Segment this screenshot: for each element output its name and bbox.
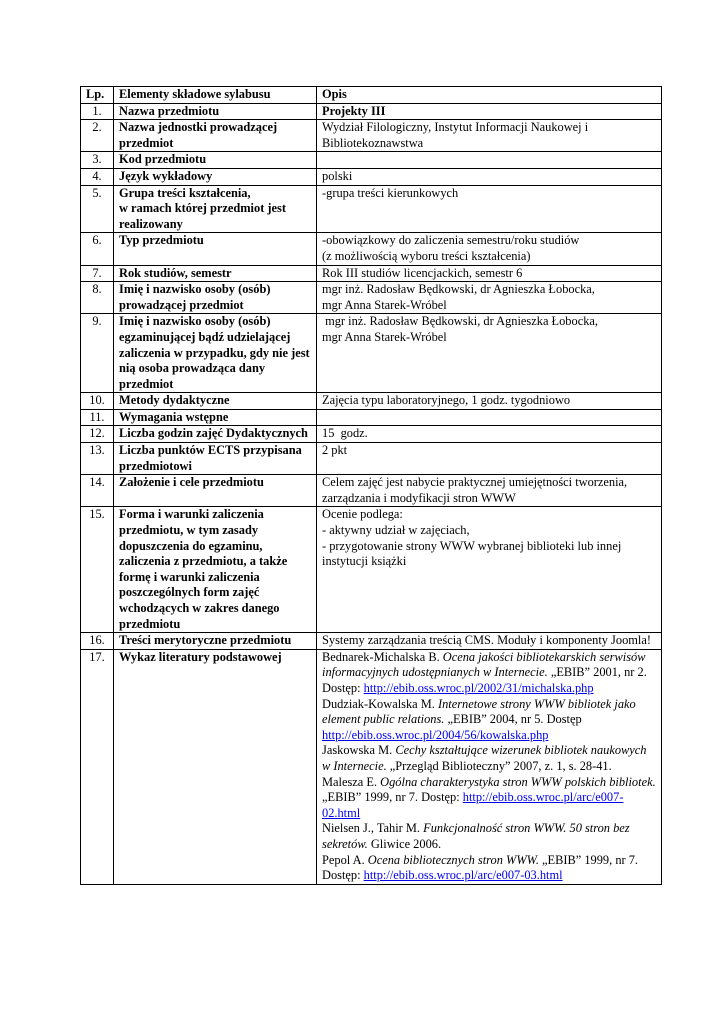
lit-rest: „EBIB” 1999, nr 7. Dostęp: xyxy=(322,852,639,883)
row-label-line: Grupa treści kształcenia, xyxy=(119,185,251,200)
row-number: 9. xyxy=(81,314,114,393)
row-number: 6. xyxy=(81,233,114,265)
lit-author: Bednarek-Michalska B. xyxy=(322,649,443,664)
row-value xyxy=(317,282,662,314)
lit-link[interactable]: http://ebib.oss.wroc.pl/arc/e007-02.html xyxy=(322,790,624,820)
row-value: Systemy zarządzania treścią CMS. Moduły i komponenty Joomla! xyxy=(317,633,662,650)
row-value: polski xyxy=(317,168,662,185)
lit-title: Cechy kształtujące wizerunek bibliotek naukowych w Internecie. xyxy=(322,743,647,773)
lit-title: Funkcjonalność stron WWW. 50 stron bez sekretów. xyxy=(322,821,630,851)
lit-title: Ogólna charakterystyka stron WWW polskich bibliotek. xyxy=(380,774,656,789)
row-label: Liczba punktów ECTS przypisana przedmiotowi xyxy=(114,443,317,475)
literature-entry xyxy=(322,697,656,744)
row-number: 5. xyxy=(81,185,114,233)
row-value: Projekty III xyxy=(317,103,662,120)
row-number: 13. xyxy=(81,443,114,475)
row-label: Rok studiów, semestr xyxy=(114,265,317,282)
row-value: 2 pkt xyxy=(317,443,662,475)
row-label: Nazwa jednostki prowadzącej przedmiot xyxy=(114,120,317,152)
table-row xyxy=(81,475,662,507)
row-label: Imię i nazwisko osoby (osób) egzaminującej bądź udzielającej zaliczenia w przypadku, gdy nie jest nią osoba prowadząca dany przedmiot xyxy=(114,314,317,393)
table-row xyxy=(81,120,662,152)
table-row xyxy=(81,393,662,410)
row-label: Założenie i cele przedmiotu xyxy=(114,475,317,507)
literature-entry xyxy=(322,853,656,884)
table-row xyxy=(81,265,662,282)
row-label: Kod przedmiotu xyxy=(114,152,317,169)
row-number: 8. xyxy=(81,282,114,314)
row-value xyxy=(317,152,662,169)
lit-rest: „EBIB” 2004, nr 5. Dostęp xyxy=(444,712,582,727)
row-label: Forma i warunki zaliczenia przedmiotu, w tym zasady dopuszczenia do egzaminu, zaliczenia z przedmiotu, a także formę i warunki zaliczenia poszczególnych form zajęć wchodzących w zakres danego przedmiotu xyxy=(114,507,317,633)
header-desc: Opis xyxy=(317,87,662,104)
row-number: 14. xyxy=(81,475,114,507)
table-row xyxy=(81,168,662,185)
row-value-line: (z możliwością wyboru treści kształcenia) xyxy=(322,248,531,263)
lit-link[interactable]: http://ebib.oss.wroc.pl/arc/e007-03.html xyxy=(363,868,563,883)
row-label: Liczba godzin zajęć Dydaktycznych xyxy=(114,426,317,443)
row-value-line: - przygotowanie strony WWW wybranej biblioteki lub innej instytucji książki xyxy=(322,538,622,569)
lit-link[interactable]: http://ebib.oss.wroc.pl/2002/31/michalska.php xyxy=(363,680,594,695)
row-value: 15 godz. xyxy=(317,426,662,443)
lit-author: Malesza E. xyxy=(322,774,381,789)
row-number: 10. xyxy=(81,393,114,410)
row-label: Treści merytoryczne przedmiotu xyxy=(114,633,317,650)
literature-entry xyxy=(322,650,656,697)
header-elements: Elementy składowe sylabusu xyxy=(114,87,317,104)
row-number: 15. xyxy=(81,507,114,633)
row-label: Typ przedmiotu xyxy=(114,233,317,265)
lit-author: Pepol A. xyxy=(322,852,368,867)
row-value: Wydział Filologiczny, Instytut Informacji Naukowej i Bibliotekoznawstwa xyxy=(317,120,662,152)
lit-author: Nielsen J., Tahir M. xyxy=(322,821,424,836)
row-number: 2. xyxy=(81,120,114,152)
table-row xyxy=(81,426,662,443)
lit-title: Ocena jakości bibliotekarskich serwisów informacyjnych udostępnianych w Internecie. xyxy=(322,649,646,680)
row-value: Celem zajęć jest nabycie praktycznej umiejętności tworzenia, zarządzania i modyfikacji stron WWW xyxy=(317,475,662,507)
row-label: Język wykładowy xyxy=(114,168,317,185)
table-row xyxy=(81,633,662,650)
table-row xyxy=(81,409,662,426)
row-value-line: mgr inż. Radosław Będkowski, dr Agnieszka Łobocka, xyxy=(322,282,595,297)
row-label: Imię i nazwisko osoby (osób) prowadzącej przedmiot xyxy=(114,282,317,314)
table-row xyxy=(81,443,662,475)
table-row xyxy=(81,314,662,393)
literature-entry xyxy=(322,743,656,774)
row-number: 17. xyxy=(81,649,114,884)
table-row xyxy=(81,282,662,314)
row-number: 16. xyxy=(81,633,114,650)
table-row xyxy=(81,233,662,265)
row-value-line: mgr Anna Starek-Wróbel xyxy=(322,329,447,344)
table-row xyxy=(81,152,662,169)
literature-list xyxy=(317,649,662,884)
lit-author: Dudziak-Kowalska M. xyxy=(322,696,438,711)
row-value-line: mgr inż. Radosław Będkowski, dr Agnieszka Łobocka, xyxy=(322,314,598,329)
row-value xyxy=(317,314,662,393)
lit-title: Internetowe strony WWW bibliotek jako element public relations. xyxy=(322,696,636,727)
row-value-line: - aktywny udział w zajęciach, xyxy=(322,523,470,538)
literature-entry xyxy=(322,821,656,852)
syllabus-table xyxy=(80,86,662,885)
row-value xyxy=(317,233,662,265)
row-value: Rok III studiów licencjackich, semestr 6 xyxy=(317,265,662,282)
row-label-line: w ramach której przedmiot jest realizowany xyxy=(119,201,286,231)
row-label: Metody dydaktyczne xyxy=(114,393,317,410)
row-label: Wykaz literatury podstawowej xyxy=(114,649,317,884)
row-value xyxy=(317,409,662,426)
row-number: 4. xyxy=(81,168,114,185)
lit-rest: „EBIB” 1999, nr 7. Dostęp: xyxy=(322,790,463,805)
row-value-line: -obowiązkowy do zaliczenia semestru/roku studiów xyxy=(322,233,580,248)
row-number: 3. xyxy=(81,152,114,169)
lit-rest: Gliwice 2006. xyxy=(367,836,442,851)
row-number: 1. xyxy=(81,103,114,120)
table-row xyxy=(81,649,662,884)
table-row xyxy=(81,507,662,633)
lit-author: Jaskowska M. xyxy=(322,743,396,758)
row-label: Nazwa przedmiotu xyxy=(114,103,317,120)
row-value-line: Ocenie podlega: xyxy=(322,507,403,522)
row-value xyxy=(317,507,662,633)
lit-link[interactable]: http://ebib.oss.wroc.pl/2004/56/kowalska.php xyxy=(322,727,549,742)
lit-title: Ocena bibliotecznych stron WWW. xyxy=(367,852,539,867)
table-row xyxy=(81,185,662,233)
row-number: 11. xyxy=(81,409,114,426)
row-value-line: mgr Anna Starek-Wróbel xyxy=(322,297,447,312)
lit-rest: „Przegląd Biblioteczny” 2007, z. 1, s. 28-41. xyxy=(386,758,612,773)
literature-entry xyxy=(322,775,656,822)
row-number: 7. xyxy=(81,265,114,282)
row-label xyxy=(114,185,317,233)
row-value: Zajęcia typu laboratoryjnego, 1 godz. tygodniowo xyxy=(317,393,662,410)
row-label: Wymagania wstępne xyxy=(114,409,317,426)
header-lp: Lp. xyxy=(81,87,114,104)
table-header-row xyxy=(81,87,662,104)
row-value: -grupa treści kierunkowych xyxy=(317,185,662,233)
lit-rest: „EBIB” 2001, nr 2. Dostęp: xyxy=(322,665,647,695)
table-row xyxy=(81,103,662,120)
row-number: 12. xyxy=(81,426,114,443)
